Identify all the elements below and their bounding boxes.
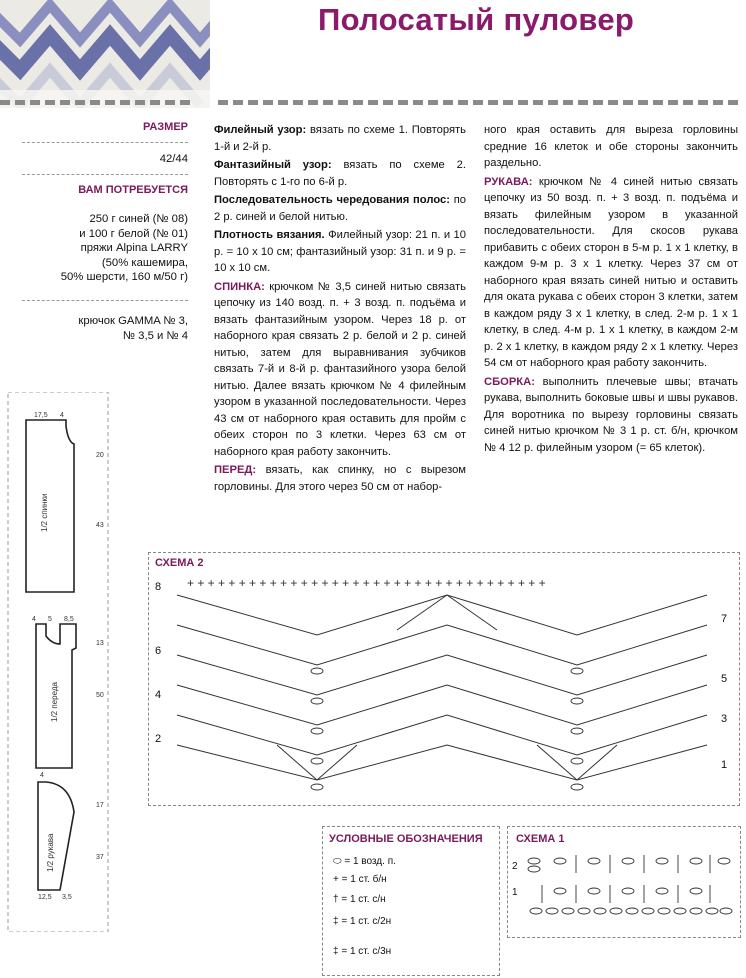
back-neck-label: 4: [60, 412, 64, 419]
scheme-1-label: СХЕМА 1: [516, 833, 565, 845]
row-number: 3: [721, 713, 728, 725]
row-number: 2: [512, 861, 518, 872]
material-line: и 100 г белой (№ 01): [79, 227, 188, 240]
row-number: 4: [155, 689, 162, 701]
front-measure-label: 8,5: [64, 616, 74, 623]
hook-line: № 3,5 и № 4: [122, 329, 188, 342]
sleeve-width-label: 12,5: [38, 894, 52, 901]
paragraph-text: крючком № 4 синей нитью связать цепочку из 50 возд. п. + 3 возд. п. подъёма и вязать филейным узором в указанной последовательности. Для скосов рукава прибавить с обеих сторон в 5-м р. 1 x 1 клетку, в каждом 9-м р. 3 x 1 клетку. Через 37 см от наборного края вязать синей нитью и оставить для оката рукава с обеих сторон 3 клетки, затем в каждом ряду 3 x 1 клетку, в след. 2-м р. 1 x 1 клетку, в след. 4-м р. 1 x 1 клетку, в каждом 2-м р. 2 x 1 клетку, в каждом ряду 2 x 1 клетку. Через 54 см от наборного края работу закончить.: [484, 175, 738, 369]
legend-text: = 1 ст. б/н: [341, 874, 387, 885]
paragraph-lead: ПЕРЕД:: [214, 464, 257, 476]
row-number: 1: [512, 887, 518, 898]
size-heading: РАЗМЕР: [142, 121, 188, 133]
material-line: 250 г синей (№ 08): [89, 213, 188, 225]
page-title: Полосатый пуловер: [318, 2, 635, 37]
sleeve-cap-label: 17: [96, 802, 104, 809]
instructions-column-2: [484, 122, 738, 458]
legend-item: [333, 915, 391, 929]
svg-text:+ + + + + + + + + + + + + + +: + + + + + + + + + + + + + + + + + + + + + + + + + + + + + + + + + + +: [187, 576, 546, 590]
sleeve-length-label: 37: [96, 854, 104, 861]
sweater-photo: [0, 0, 210, 108]
paragraph-text: вязать, как спинку, но с вырезом горловины. Для этого через 50 см от набор-: [214, 464, 466, 493]
paragraph: [484, 122, 738, 172]
row-number: 2: [155, 733, 162, 745]
row-number: 5: [721, 673, 728, 685]
paragraph: [214, 192, 466, 225]
scheme-2-chart: [148, 552, 740, 806]
legend-heading: УСЛОВНЫЕ ОБОЗНАЧЕНИЯ: [329, 833, 483, 845]
header-divider-left: [0, 100, 190, 105]
material-line: (50% кашемира,: [101, 256, 188, 269]
double-crochet-icon: †: [333, 894, 339, 905]
scheme-2-diagram: [167, 575, 727, 797]
schematic-drawing: [0, 392, 124, 932]
garment-schematics: [0, 392, 124, 932]
scheme-1-chart: [507, 826, 741, 938]
scheme-2-label: СХЕМА 2: [155, 557, 204, 569]
legend-box: [322, 826, 500, 976]
paragraph-lead: СПИНКА:: [214, 280, 265, 293]
paragraph: [214, 462, 466, 495]
paragraph-lead: РУКАВА:: [484, 175, 533, 188]
row-number: 6: [155, 645, 162, 657]
paragraph: [484, 374, 738, 457]
legend-item: [333, 873, 387, 887]
paragraph-text: ного края оставить для выреза горловины средние 16 клеток и обе стороны закончить раздельно.: [484, 124, 738, 169]
paragraph-text: крючком № 3,5 синей нитью связать цепочку из 140 возд. п. + 3 возд. п. подъёма и вязать фантазийным узором. Через 18 р. от наборного края связать 2 р. белой и 2 р. синей нитью, затем для выравнивания зубчиков связать 7-й и 8-й р. фантазийного узора белой нитью. Далее вязать крючком № 4 филейным узором в указанной последовательности. Через 43 см от наборного края оставить для пройм с обеих сторон по 3 клетки. Через 63 см от наборного края работу закончить.: [214, 280, 466, 458]
instructions-column-1: [214, 122, 466, 497]
paragraph-text: по 2 р. синей и белой нитью.: [214, 194, 467, 223]
material-line: 50% шерсти, 160 м/50 г): [60, 271, 188, 283]
sleeve-piece-label: 1/2 рукава: [46, 833, 55, 872]
back-length-label: 43: [96, 522, 104, 529]
front-length-label: 50: [96, 692, 104, 699]
paragraph: [214, 227, 466, 277]
legend-item: [333, 945, 391, 959]
paragraph-lead: СБОРКА:: [484, 375, 535, 388]
paragraph-lead: Последовательность чередования полос:: [214, 194, 450, 206]
materials-list: [22, 212, 188, 285]
legend-text: = 1 ст. с/3н: [341, 946, 392, 957]
paragraph: [484, 174, 738, 372]
chain-stitch-icon: ⬭: [333, 856, 342, 867]
paragraph-text: вязать по схеме 1. Повторять 1-й и 2-й р.: [214, 124, 466, 153]
divider: [22, 300, 188, 301]
paragraph: [214, 122, 466, 155]
sleeve-top-label: 4: [40, 772, 44, 779]
paragraph-text: выполнить плечевые швы; втачать рукава, выполнить боковые швы и швы рукавов. Для воротника по вырезу горловины связать синей нитью крючком № 3 1 р. ст. б/н, крючком № 4 12 р. филейным узором (= 65 клеток).: [484, 375, 738, 454]
divider: [22, 174, 188, 175]
paragraph-lead: Филейный узор:: [214, 124, 307, 136]
legend-item: [333, 893, 386, 907]
back-piece-label: 1/2 спинки: [40, 493, 49, 532]
front-measure-label: 4: [32, 616, 36, 623]
size-value: 42/44: [159, 153, 188, 165]
legend-text: = 1 ст. с/2н: [341, 916, 392, 927]
row-number: 8: [155, 581, 162, 593]
front-neck-depth-label: 13: [96, 640, 104, 647]
paragraph: [214, 279, 466, 461]
paragraph-text: Филейный узор: 21 п. и 10 р. = 10 x 10 см; фантазийный узор: 31 п. и 9 р. = 10 x 10 см.: [214, 229, 467, 274]
single-crochet-icon: +: [333, 874, 339, 885]
back-width-label: 17,5: [34, 412, 48, 419]
back-armhole-label: 20: [96, 452, 104, 459]
sleeve-width-label: 3,5: [62, 894, 72, 901]
legend-text: = 1 возд. п.: [344, 856, 396, 867]
paragraph: [214, 157, 466, 190]
hook-line: крючок GAMMA № 3,: [78, 315, 188, 327]
material-line: пряжи Alpina LARRY: [80, 242, 188, 254]
treble-crochet-icon: ‡: [333, 916, 339, 927]
materials-heading: ВАМ ПОТРЕБУЕТСЯ: [78, 184, 188, 196]
scheme-1-diagram: [524, 853, 734, 923]
front-measure-label: 5: [48, 616, 52, 623]
row-number: 1: [721, 759, 728, 771]
legend-text: = 1 ст. с/н: [341, 894, 386, 905]
paragraph-lead: Плотность вязания.: [214, 229, 325, 241]
divider: [22, 142, 188, 143]
front-piece-label: 1/2 переда: [50, 682, 59, 722]
paragraph-lead: Фантазийный узор:: [214, 159, 332, 171]
row-number: 7: [721, 613, 728, 625]
legend-item: [333, 855, 396, 869]
paragraph-text: вязать по схеме 2. Повторять с 1-го по 6-й р.: [214, 159, 466, 188]
hook-info: [22, 314, 188, 343]
double-treble-icon: ‡: [333, 946, 339, 957]
header-divider-right: [218, 100, 738, 105]
